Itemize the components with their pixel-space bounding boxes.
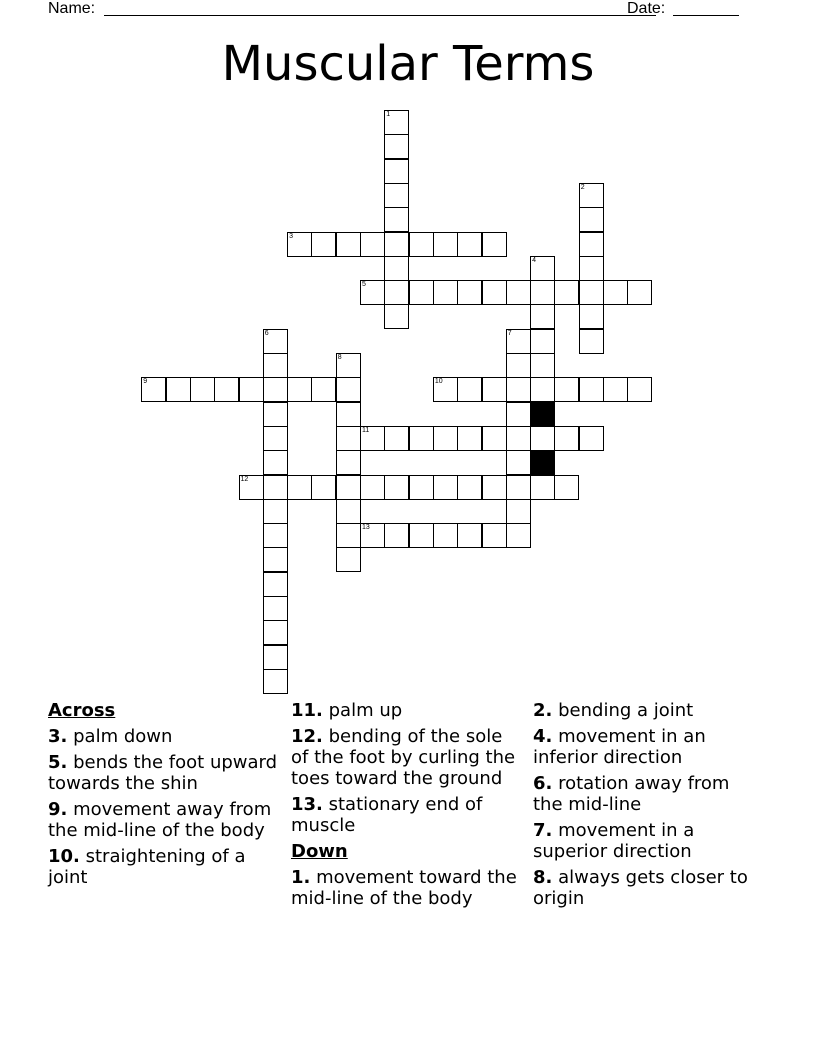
grid-cell[interactable] [530,475,555,500]
clue-column-2 [291,700,521,914]
grid-cell[interactable] [239,377,264,402]
clue-item [533,700,763,721]
grid-cell[interactable] [336,523,361,548]
clue-heading: Across [48,700,116,721]
clue-item-text: bending of the sole of the foot by curling the toes toward the ground [291,726,516,789]
grid-cell[interactable] [530,256,555,281]
grid-cell[interactable] [263,620,288,645]
grid-cell[interactable] [457,377,482,402]
black-cell [530,450,555,475]
grid-cell[interactable] [433,377,458,402]
clue-item [533,867,763,909]
grid-cell[interactable] [384,232,409,257]
clue-item-number: 6. [533,773,553,794]
grid-cell[interactable] [506,402,531,427]
grid-cell[interactable] [409,475,434,500]
black-cell [530,402,555,427]
clue-item [291,867,521,909]
date-label: Date: [627,0,666,17]
grid-cell[interactable] [409,232,434,257]
grid-cell[interactable] [263,426,288,451]
clue-item-number: 9. [48,799,68,820]
grid-cell[interactable] [506,280,531,305]
grid-cell[interactable] [482,232,507,257]
grid-cell[interactable] [336,547,361,572]
clue-item [533,773,763,815]
grid-cell[interactable] [530,377,555,402]
grid-cell[interactable] [190,377,215,402]
grid-cell[interactable] [506,450,531,475]
clue-item-text: bends the foot upward towards the shin [48,752,278,794]
clue-number: 10 [434,378,443,386]
grid-cell[interactable] [336,499,361,524]
grid-cell[interactable] [263,353,288,378]
grid-cell[interactable] [506,523,531,548]
grid-cell[interactable] [360,426,385,451]
clue-item-number: 5. [48,752,68,773]
clue-item-text: palm up [328,700,403,721]
grid-cell[interactable] [457,475,482,500]
grid-cell[interactable] [506,475,531,500]
grid-cell[interactable] [263,523,288,548]
grid-cell[interactable] [141,377,166,402]
clue-item [533,820,763,862]
clue-item-text: stationary end of muscle [291,794,483,836]
clue-number: 5 [362,281,366,289]
grid-cell[interactable] [530,426,555,451]
grid-cell[interactable] [384,426,409,451]
grid-cell[interactable] [360,232,385,257]
clue-item-number: 8. [533,867,553,888]
grid-cell[interactable] [506,377,531,402]
clue-number: 6 [264,329,269,337]
grid-cell[interactable] [263,669,288,694]
grid-cell[interactable] [384,134,409,159]
grid-cell[interactable] [433,523,458,548]
clue-item [48,726,278,747]
grid-cell[interactable] [263,596,288,621]
clue-item-text: movement away from the mid-line of the body [48,799,272,841]
grid-cell[interactable] [530,353,555,378]
clue-number: 4 [532,256,536,264]
grid-cell[interactable] [263,329,288,354]
grid-cell[interactable] [409,523,434,548]
grid-cell[interactable] [384,523,409,548]
clue-item-text: movement in an inferior direction [533,726,706,768]
clue-item-number: 7. [533,820,553,841]
page-title: Muscular Terms [221,36,595,92]
grid-cell[interactable] [579,280,604,305]
grid-cell[interactable] [457,523,482,548]
grid-cell[interactable] [627,280,652,305]
grid-cell[interactable] [384,207,409,232]
clue-item [533,726,763,768]
clue-item [48,752,278,794]
grid-cell[interactable] [554,280,579,305]
clue-item-number: 3. [48,726,68,747]
clue-number: 7 [507,329,512,337]
grid-cell[interactable] [384,475,409,500]
clue-item-number: 13. [291,794,323,815]
grid-cell[interactable] [384,256,409,281]
grid-cell[interactable] [263,450,288,475]
grid-cell[interactable] [579,377,604,402]
clue-heading: Down [291,841,348,862]
grid-cell[interactable] [482,475,507,500]
clue-item [48,846,278,888]
clue-number: 3 [289,232,293,240]
clue-number: 8 [337,354,342,361]
grid-cell[interactable] [384,280,409,305]
grid-cell[interactable] [579,304,604,329]
grid-cell[interactable] [214,377,239,402]
grid-cell[interactable] [482,280,507,305]
grid-cell[interactable] [311,475,336,500]
grid-cell[interactable] [603,377,628,402]
grid-cell[interactable] [457,280,482,305]
grid-cell[interactable] [506,426,531,451]
grid-cell[interactable] [579,329,604,354]
grid-cell[interactable] [579,207,604,232]
grid-cell[interactable] [311,232,336,257]
grid-cell[interactable] [579,426,604,451]
grid-cell[interactable] [384,304,409,329]
grid-cell[interactable] [506,353,531,378]
clue-item-text: movement in a superior direction [533,820,695,862]
grid-cell[interactable] [579,256,604,281]
grid-cell[interactable] [530,304,555,329]
grid-cell[interactable] [263,377,288,402]
grid-cell[interactable] [530,329,555,354]
clue-item-text: rotation away from the mid-line [533,773,730,815]
grid-cell[interactable] [482,377,507,402]
grid-cell[interactable] [384,110,409,135]
grid-cell[interactable] [360,523,385,548]
grid-cell[interactable] [311,377,336,402]
grid-cell[interactable] [433,426,458,451]
grid-cell[interactable] [263,402,288,427]
clue-number: 12 [240,475,249,483]
clue-item [291,700,521,721]
grid-cell[interactable] [384,159,409,184]
grid-cell[interactable] [336,353,361,378]
grid-cell[interactable] [433,232,458,257]
grid-cell[interactable] [360,475,385,500]
grid-cell[interactable] [457,426,482,451]
grid-cell[interactable] [433,475,458,500]
grid-cell[interactable] [336,402,361,427]
name-label: Name: [48,0,96,17]
grid-cell[interactable] [263,475,288,500]
grid-cell[interactable] [263,499,288,524]
clue-item-text: always gets closer to origin [533,867,748,909]
grid-cell[interactable] [603,280,628,305]
grid-cell[interactable] [627,377,652,402]
grid-cell[interactable] [579,183,604,208]
grid-cell[interactable] [287,377,312,402]
grid-cell[interactable] [554,377,579,402]
clue-column-1 [48,700,278,893]
grid-cell[interactable] [457,232,482,257]
grid-cell[interactable] [409,280,434,305]
clue-item [291,794,521,836]
grid-cell[interactable] [433,280,458,305]
clue-item-number: 10. [48,846,80,867]
grid-cell[interactable] [482,426,507,451]
grid-cell[interactable] [166,377,191,402]
clue-number: 11 [362,426,370,434]
clue-item-text: straightening of a joint [48,846,246,888]
clue-number: 13 [362,524,370,532]
grid-cell[interactable] [579,232,604,257]
clue-column-3 [533,700,763,914]
grid-cell[interactable] [239,475,264,500]
clue-number: 1 [386,111,391,118]
grid-cell[interactable] [506,329,531,354]
clue-item [48,799,278,841]
grid-cell[interactable] [482,523,507,548]
grid-cell[interactable] [287,475,312,500]
grid-cell[interactable] [263,547,288,572]
clue-item-number: 1. [291,867,311,888]
clue-item-number: 2. [533,700,553,721]
clue-item-text: bending a joint [558,700,694,721]
grid-cell[interactable] [336,232,361,257]
clue-item-text: palm down [73,726,173,747]
clue-item-number: 11. [291,700,323,721]
grid-cell[interactable] [263,572,288,597]
grid-cell[interactable] [530,280,555,305]
grid-cell[interactable] [287,232,312,257]
grid-cell[interactable] [336,377,361,402]
grid-cell[interactable] [384,183,409,208]
grid-cell[interactable] [263,645,288,670]
clue-number: 9 [143,378,148,386]
grid-cell[interactable] [409,426,434,451]
grid-cell[interactable] [554,426,579,451]
grid-cell[interactable] [360,280,385,305]
grid-cell[interactable] [336,426,361,451]
clue-item-number: 4. [533,726,553,747]
clue-number: 2 [580,183,585,191]
grid-cell[interactable] [506,499,531,524]
clue-item [291,726,521,789]
grid-cell[interactable] [336,475,361,500]
clue-item-number: 12. [291,726,323,747]
grid-cell[interactable] [554,475,579,500]
grid-cell[interactable] [336,450,361,475]
clue-item-text: movement toward the mid-line of the body [291,867,517,909]
